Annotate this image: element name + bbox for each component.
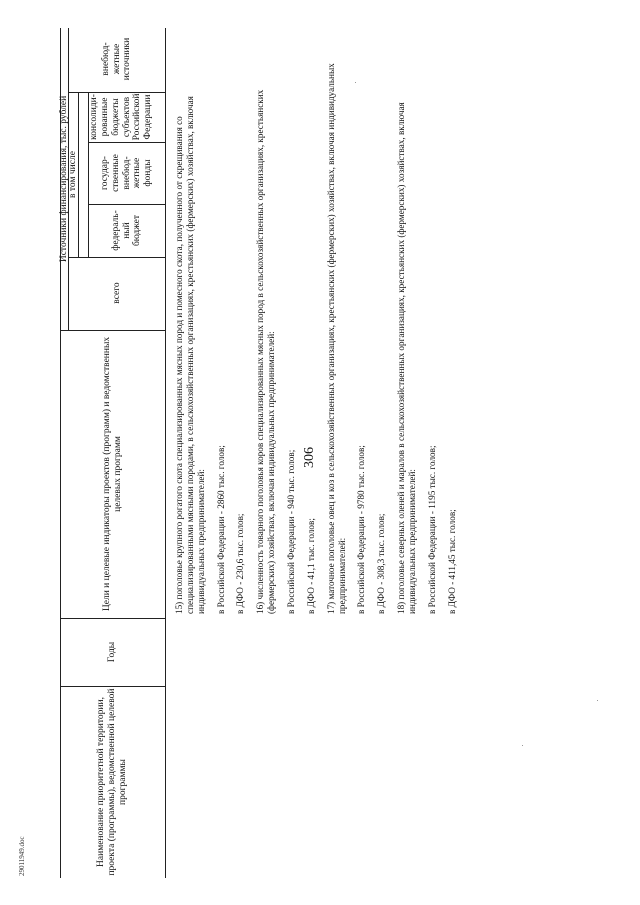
- list-item: в Российской Федерации - 940 тыс. голов;: [286, 449, 297, 614]
- list-item: в Российской Федерации - 2860 тыс. голов;: [215, 445, 226, 614]
- header-state-funds: государ- ственные внебюд- жетные фонды: [99, 154, 154, 192]
- page-number: 306: [302, 447, 317, 468]
- list-item: 17) маточное поголовье овец и коз в сельскохозяйственных организациях, крестьянских (фермерских) хозяйствах, включая индивидуальных предпринимателей:: [325, 63, 347, 614]
- header-total: всего: [111, 282, 122, 304]
- scan-speck: [355, 82, 356, 83]
- header-including: в том числе: [68, 151, 79, 198]
- header-federal-budget: федераль- ный бюджет: [110, 210, 143, 251]
- col-divider-federal-state: [88, 204, 165, 205]
- col-divider-state-regional: [88, 142, 165, 143]
- header-offbudget: внебюд- жетные источники: [100, 37, 133, 81]
- list-item: в ДФО - 411,45 тыс. голов;: [446, 509, 457, 614]
- list-item: в Российской Федерации - 9780 тыс. голов;: [356, 445, 367, 614]
- list-item: в ДФО - 308,3 тыс. голов;: [376, 513, 387, 614]
- goals-list: [174, 59, 467, 614]
- header-years: Годы: [107, 641, 118, 663]
- scan-speck: [522, 745, 523, 746]
- list-item: 18) поголовье северных оленей и маралов в сельскохозяйственных организациях, крестьянских (фермерских) хозяйствах, включая индивидуальных предпринимателей:: [396, 102, 418, 614]
- list-item: в Российской Федерации - 1195 тыс. голов;: [426, 445, 437, 614]
- list-item: в ДФО - 41,1 тыс. голов;: [305, 518, 316, 614]
- file-name: 29011949.doc: [18, 836, 26, 876]
- scan-speck: [597, 700, 598, 701]
- col-divider-goals-total: [60, 330, 165, 331]
- header-bottom-rule: [165, 28, 166, 878]
- list-item: в ДФО - 230,6 тыс. голов;: [235, 513, 246, 614]
- header-territory-name: Наименование приоритетной территории, проекта (программы), ведомственной целевой программы: [96, 688, 128, 876]
- list-item: 15) поголовье крупного рогатого скота специализированных мясных пород и помесного скота, полученного от скрещивания со специализированными мясными породами, в сельскохозяйственных организациях, крестьянских (фермерских) хозяйствах, включая индивидуальных предпринимателей:: [174, 96, 206, 614]
- list-item: 16) численность товарного поголовья коров специализированных мясных пород в сельскохозяйственных организациях, крестьянских (фермерских) хозяйствах, включая индивидуальных предпринимателей:: [255, 89, 277, 614]
- col-divider-name-years: [60, 686, 165, 687]
- header-goals: Цели и целевые индикаторы проектов (программ) и ведомственных целевых программ: [101, 336, 123, 612]
- header-regional-budgets: консолиди- рованные бюджеты субъектов Российской Федерации: [88, 93, 154, 141]
- header-funding-title: Источники финансирования, тыс. рублей: [59, 95, 70, 263]
